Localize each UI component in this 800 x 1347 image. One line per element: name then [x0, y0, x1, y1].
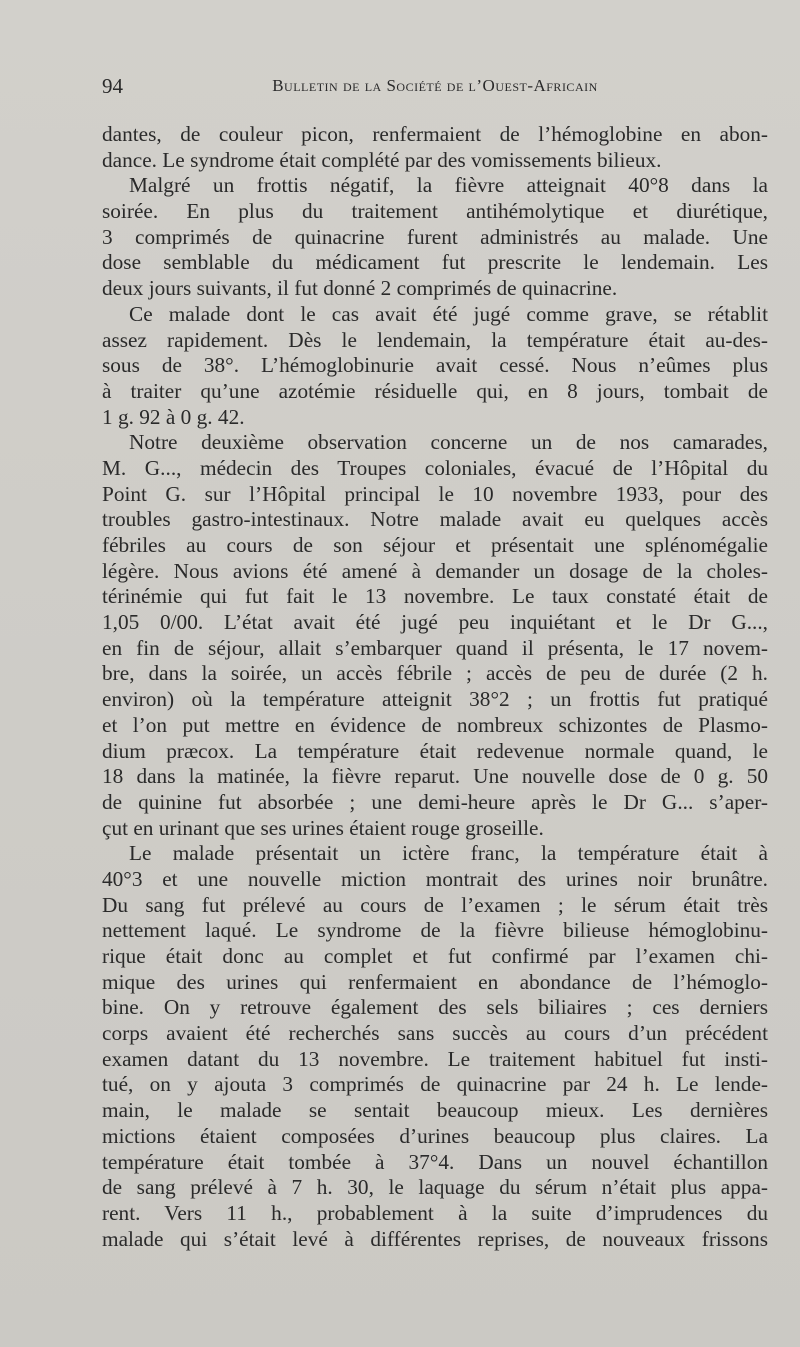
- text-line: rent. Vers 11 h., probablement à la suite d’imprudences du: [102, 1200, 768, 1225]
- text-line: çut en urinant que ses urines étaient rouge groseille.: [102, 815, 544, 840]
- text-line: tué, on y ajouta 3 comprimés de quinacrine par 24 h. Le lende-: [102, 1072, 768, 1097]
- body-text: [102, 122, 768, 1252]
- text-line: à traiter qu’une azotémie résiduelle qui, en 8 jours, tombait de: [102, 378, 768, 403]
- text-line: 40°3 et une nouvelle miction montrait des urines noir brunâtre.: [102, 866, 768, 891]
- text-line: dose semblable du médicament fut prescrite le lendemain. Les: [102, 250, 768, 275]
- text-line: Point G. sur l’Hôpital principal le 10 novembre 1933, pour des: [102, 481, 768, 506]
- text-line: nettement laqué. Le syndrome de la fièvre bilieuse hémoglobinu-: [102, 918, 768, 943]
- text-line: 18 dans la matinée, la fièvre reparut. Une nouvelle dose de 0 g. 50: [102, 764, 768, 789]
- text-line: corps avaient été recherchés sans succès au cours d’un précédent: [102, 1021, 768, 1046]
- text-line: examen datant du 13 novembre. Le traitement habituel fut insti-: [102, 1046, 768, 1071]
- text-line: soirée. En plus du traitement antihémolytique et diurétique,: [102, 199, 768, 224]
- text-line: de quinine fut absorbée ; une demi-heure après le Dr G... s’aper-: [102, 789, 768, 814]
- text-line: main, le malade se sentait beaucoup mieux. Les dernières: [102, 1098, 768, 1123]
- text-line: fébriles au cours de son séjour et présentait une splénomégalie: [102, 533, 768, 557]
- text-line: mique des urines qui renfermaient en abondance de l’hémoglo-: [102, 969, 768, 994]
- text-line: 1,05 0/00. L’état avait été jugé peu inquiétant et le Dr G...,: [102, 610, 768, 635]
- running-head: Bulletin de la Société de l’Ouest-Africain: [272, 76, 598, 95]
- text-line: assez rapidement. Dès le lendemain, la température était au-des-: [102, 327, 768, 352]
- text-line: sous de 38°. L’hémoglobinurie avait cessé. Nous n’eûmes plus: [102, 353, 768, 378]
- text-line: deux jours suivants, il fut donné 2 comprimés de quinacrine.: [102, 276, 618, 301]
- text-line: Le malade présentait un ictère franc, la température était à: [129, 841, 768, 866]
- text-line: et l’on put mettre en évidence de nombreux schizontes de Plasmo-: [102, 712, 768, 737]
- text-line: dance. Le syndrome était complété par des vomissements bilieux.: [102, 147, 662, 172]
- text-line: M. G..., médecin des Troupes coloniales, évacué de l’Hôpital du: [102, 455, 768, 480]
- page-number: 94: [102, 74, 123, 98]
- text-line: térinémie qui fut fait le 13 novembre. Le taux constaté était de: [102, 584, 768, 609]
- text-line: Ce malade dont le cas avait été jugé comme grave, se rétablit: [129, 301, 768, 326]
- text-line: troubles gastro-intestinaux. Notre malade avait eu quelques accès: [102, 507, 768, 532]
- text-line: environ) où la température atteignit 38°2 ; un frottis fut pratiqué: [102, 687, 768, 712]
- text-line: Notre deuxième observation concerne un de nos camarades,: [129, 430, 768, 455]
- text-line: dium præcox. La température était redevenue normale quand, le: [102, 738, 768, 763]
- text-line: de sang prélevé à 7 h. 30, le laquage du sérum n’était plus appa-: [102, 1175, 768, 1200]
- text-line: 3 comprimés de quinacrine furent administrés au malade. Une: [102, 224, 768, 249]
- text-line: en fin de séjour, allait s’embarquer quand il présenta, le 17 novem-: [102, 635, 768, 660]
- text-line: bine. On y retrouve également des sels biliaires ; ces derniers: [102, 995, 768, 1020]
- text-line: dantes, de couleur picon, renfermaient de l’hémoglobine en abon-: [102, 122, 768, 146]
- text-line: légère. Nous avions été amené à demander un dosage de la choles-: [102, 558, 768, 583]
- text-line: rique était donc au complet et fut confirmé par l’examen chi-: [102, 944, 768, 968]
- text-line: 1 g. 92 à 0 g. 42.: [102, 404, 245, 429]
- text-line: mictions étaient composées d’urines beaucoup plus claires. La: [102, 1123, 768, 1148]
- text-line: température était tombée à 37°4. Dans un nouvel échantillon: [102, 1149, 768, 1174]
- page-header: [102, 74, 768, 100]
- text-line: Du sang fut prélevé au cours de l’examen ; le sérum était très: [102, 892, 768, 917]
- text-line: Malgré un frottis négatif, la fièvre atteignait 40°8 dans la: [129, 173, 768, 198]
- text-line: malade qui s’était levé à différentes reprises, de nouveaux frissons: [102, 1226, 768, 1251]
- text-line: bre, dans la soirée, un accès fébrile ; accès de peu de durée (2 h.: [102, 661, 768, 686]
